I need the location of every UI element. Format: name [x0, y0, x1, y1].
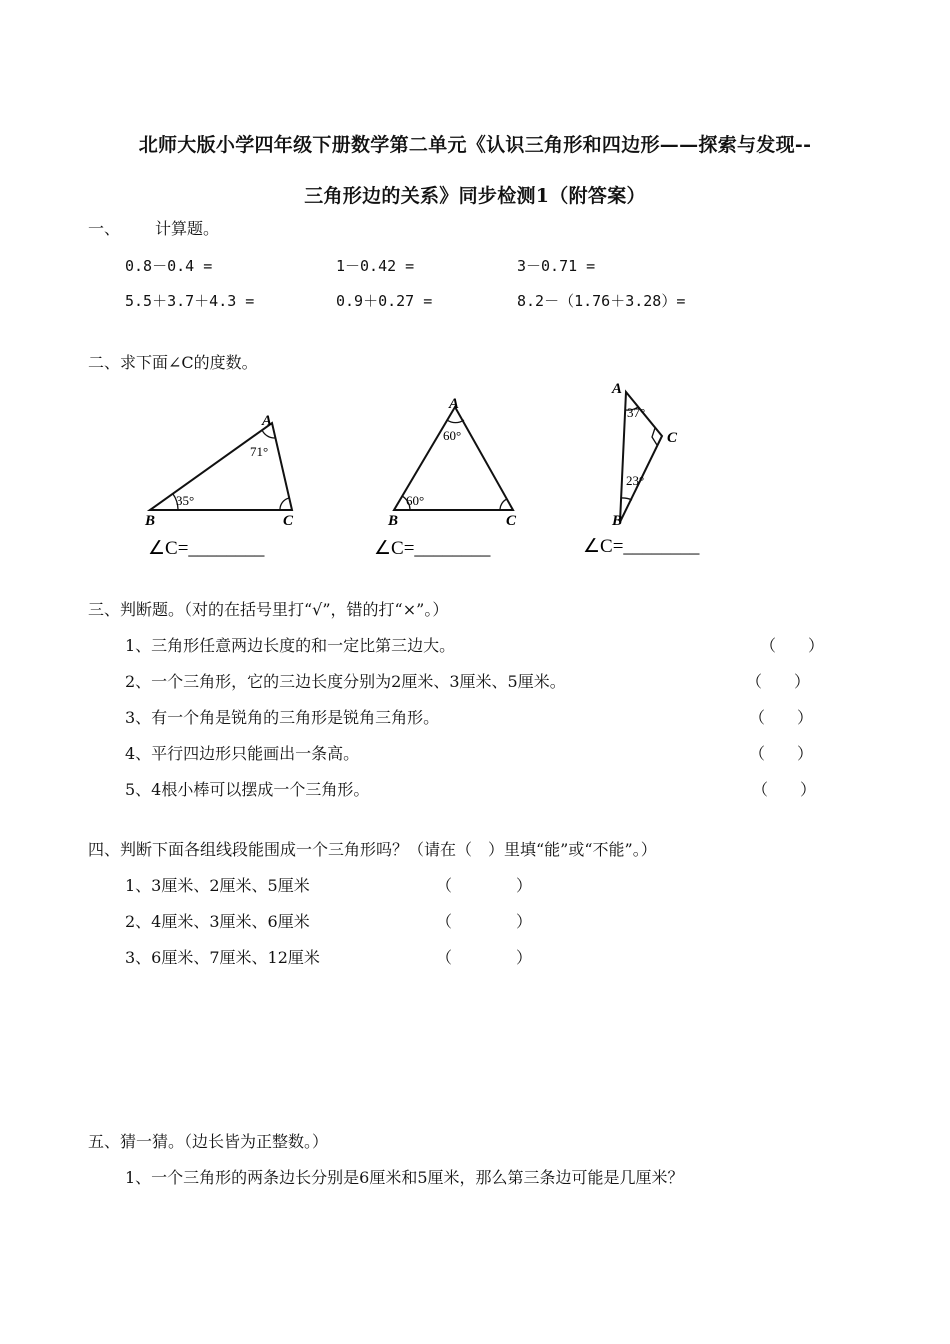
segment-bracket-2[interactable]: （ ） [436, 912, 533, 931]
fig3-angle-b: 23° [626, 473, 645, 488]
calc-item-3: 3－0.71 = [517, 257, 596, 275]
fig3-label-c: C [667, 430, 678, 446]
page-title-line1: 北师大版小学四年级下册数学第二单元《认识三角形和四边形——探索与发现-- [138, 134, 812, 156]
fig2-angle-b: 60° [406, 493, 425, 508]
section2-heading: 二、求下面∠C的度数。 [88, 353, 258, 372]
fig3-answer: ∠C=________ [583, 536, 700, 557]
fig1-label-b: B [145, 513, 156, 529]
segment-bracket-3[interactable]: （ ） [436, 948, 533, 967]
section5-heading: 五、猜一猜。（边长皆为正整数。） [88, 1132, 329, 1151]
calc-item-1: 0.8－0.4 = [125, 257, 213, 275]
section4-heading: 四、判断下面各组线段能围成一个三角形吗？（请在（ ）里填“能”或“不能”。） [88, 840, 657, 859]
fig3-label-a: A [612, 381, 623, 397]
section1-number: 一、 [88, 219, 121, 238]
judge-item-2: 2、一个三角形，它的三边长度分别为2厘米、3厘米、5厘米。 [125, 672, 566, 691]
fig1-angle-b: 35° [176, 493, 195, 508]
judge-bracket-3[interactable]: （ ） [749, 708, 814, 727]
fig2-answer: ∠C=________ [374, 538, 491, 559]
section1-heading: 计算题。 [155, 219, 220, 238]
judge-item-1: 1、三角形任意两边长度的和一定比第三边大。 [125, 636, 456, 655]
segment-item-2: 2、4厘米、3厘米、6厘米 [125, 912, 310, 931]
calc-item-2: 1－0.42 = [336, 257, 415, 275]
judge-bracket-1[interactable]: （ ） [760, 636, 825, 655]
section3-heading: 三、判断题。（对的在括号里打“√”，错的打“×”。） [88, 600, 449, 619]
segment-item-3: 3、6厘米、7厘米、12厘米 [125, 948, 320, 967]
judge-item-5: 5、4根小棒可以摆成一个三角形。 [125, 780, 370, 799]
segment-item-1: 1、3厘米、2厘米、5厘米 [125, 876, 310, 895]
fig2-label-a: A [449, 396, 460, 412]
fig1-label-a: A [262, 413, 273, 429]
fig2-angle-a: 60° [443, 428, 462, 443]
triangle-1 [150, 423, 292, 510]
fig2-label-b: B [388, 513, 399, 529]
judge-bracket-2[interactable]: （ ） [746, 672, 811, 691]
page-title-line2: 三角形边的关系》同步检测1（附答案） [304, 185, 646, 207]
triangle-figures [0, 370, 950, 570]
fig3-label-b: B [612, 513, 623, 529]
judge-item-4: 4、平行四边形只能画出一条高。 [125, 744, 360, 763]
guess-item-1: 1、一个三角形的两条边长分别是6厘米和5厘米，那么第三条边可能是几厘米？ [125, 1168, 684, 1187]
fig1-angle-a: 71° [250, 444, 269, 459]
calc-item-5: 0.9＋0.27 = [336, 292, 433, 310]
calc-item-6: 8.2－（1.76＋3.28）= [517, 292, 686, 310]
judge-bracket-5[interactable]: （ ） [752, 780, 817, 799]
judge-bracket-4[interactable]: （ ） [749, 744, 814, 763]
fig3-angle-a: 37° [627, 405, 646, 420]
fig2-label-c: C [506, 513, 517, 529]
calc-item-4: 5.5＋3.7＋4.3 = [125, 292, 255, 310]
fig1-answer: ∠C=________ [148, 538, 265, 559]
segment-bracket-1[interactable]: （ ） [436, 876, 533, 895]
judge-item-3: 3、有一个角是锐角的三角形是锐角三角形。 [125, 708, 440, 727]
fig1-label-c: C [283, 513, 294, 529]
